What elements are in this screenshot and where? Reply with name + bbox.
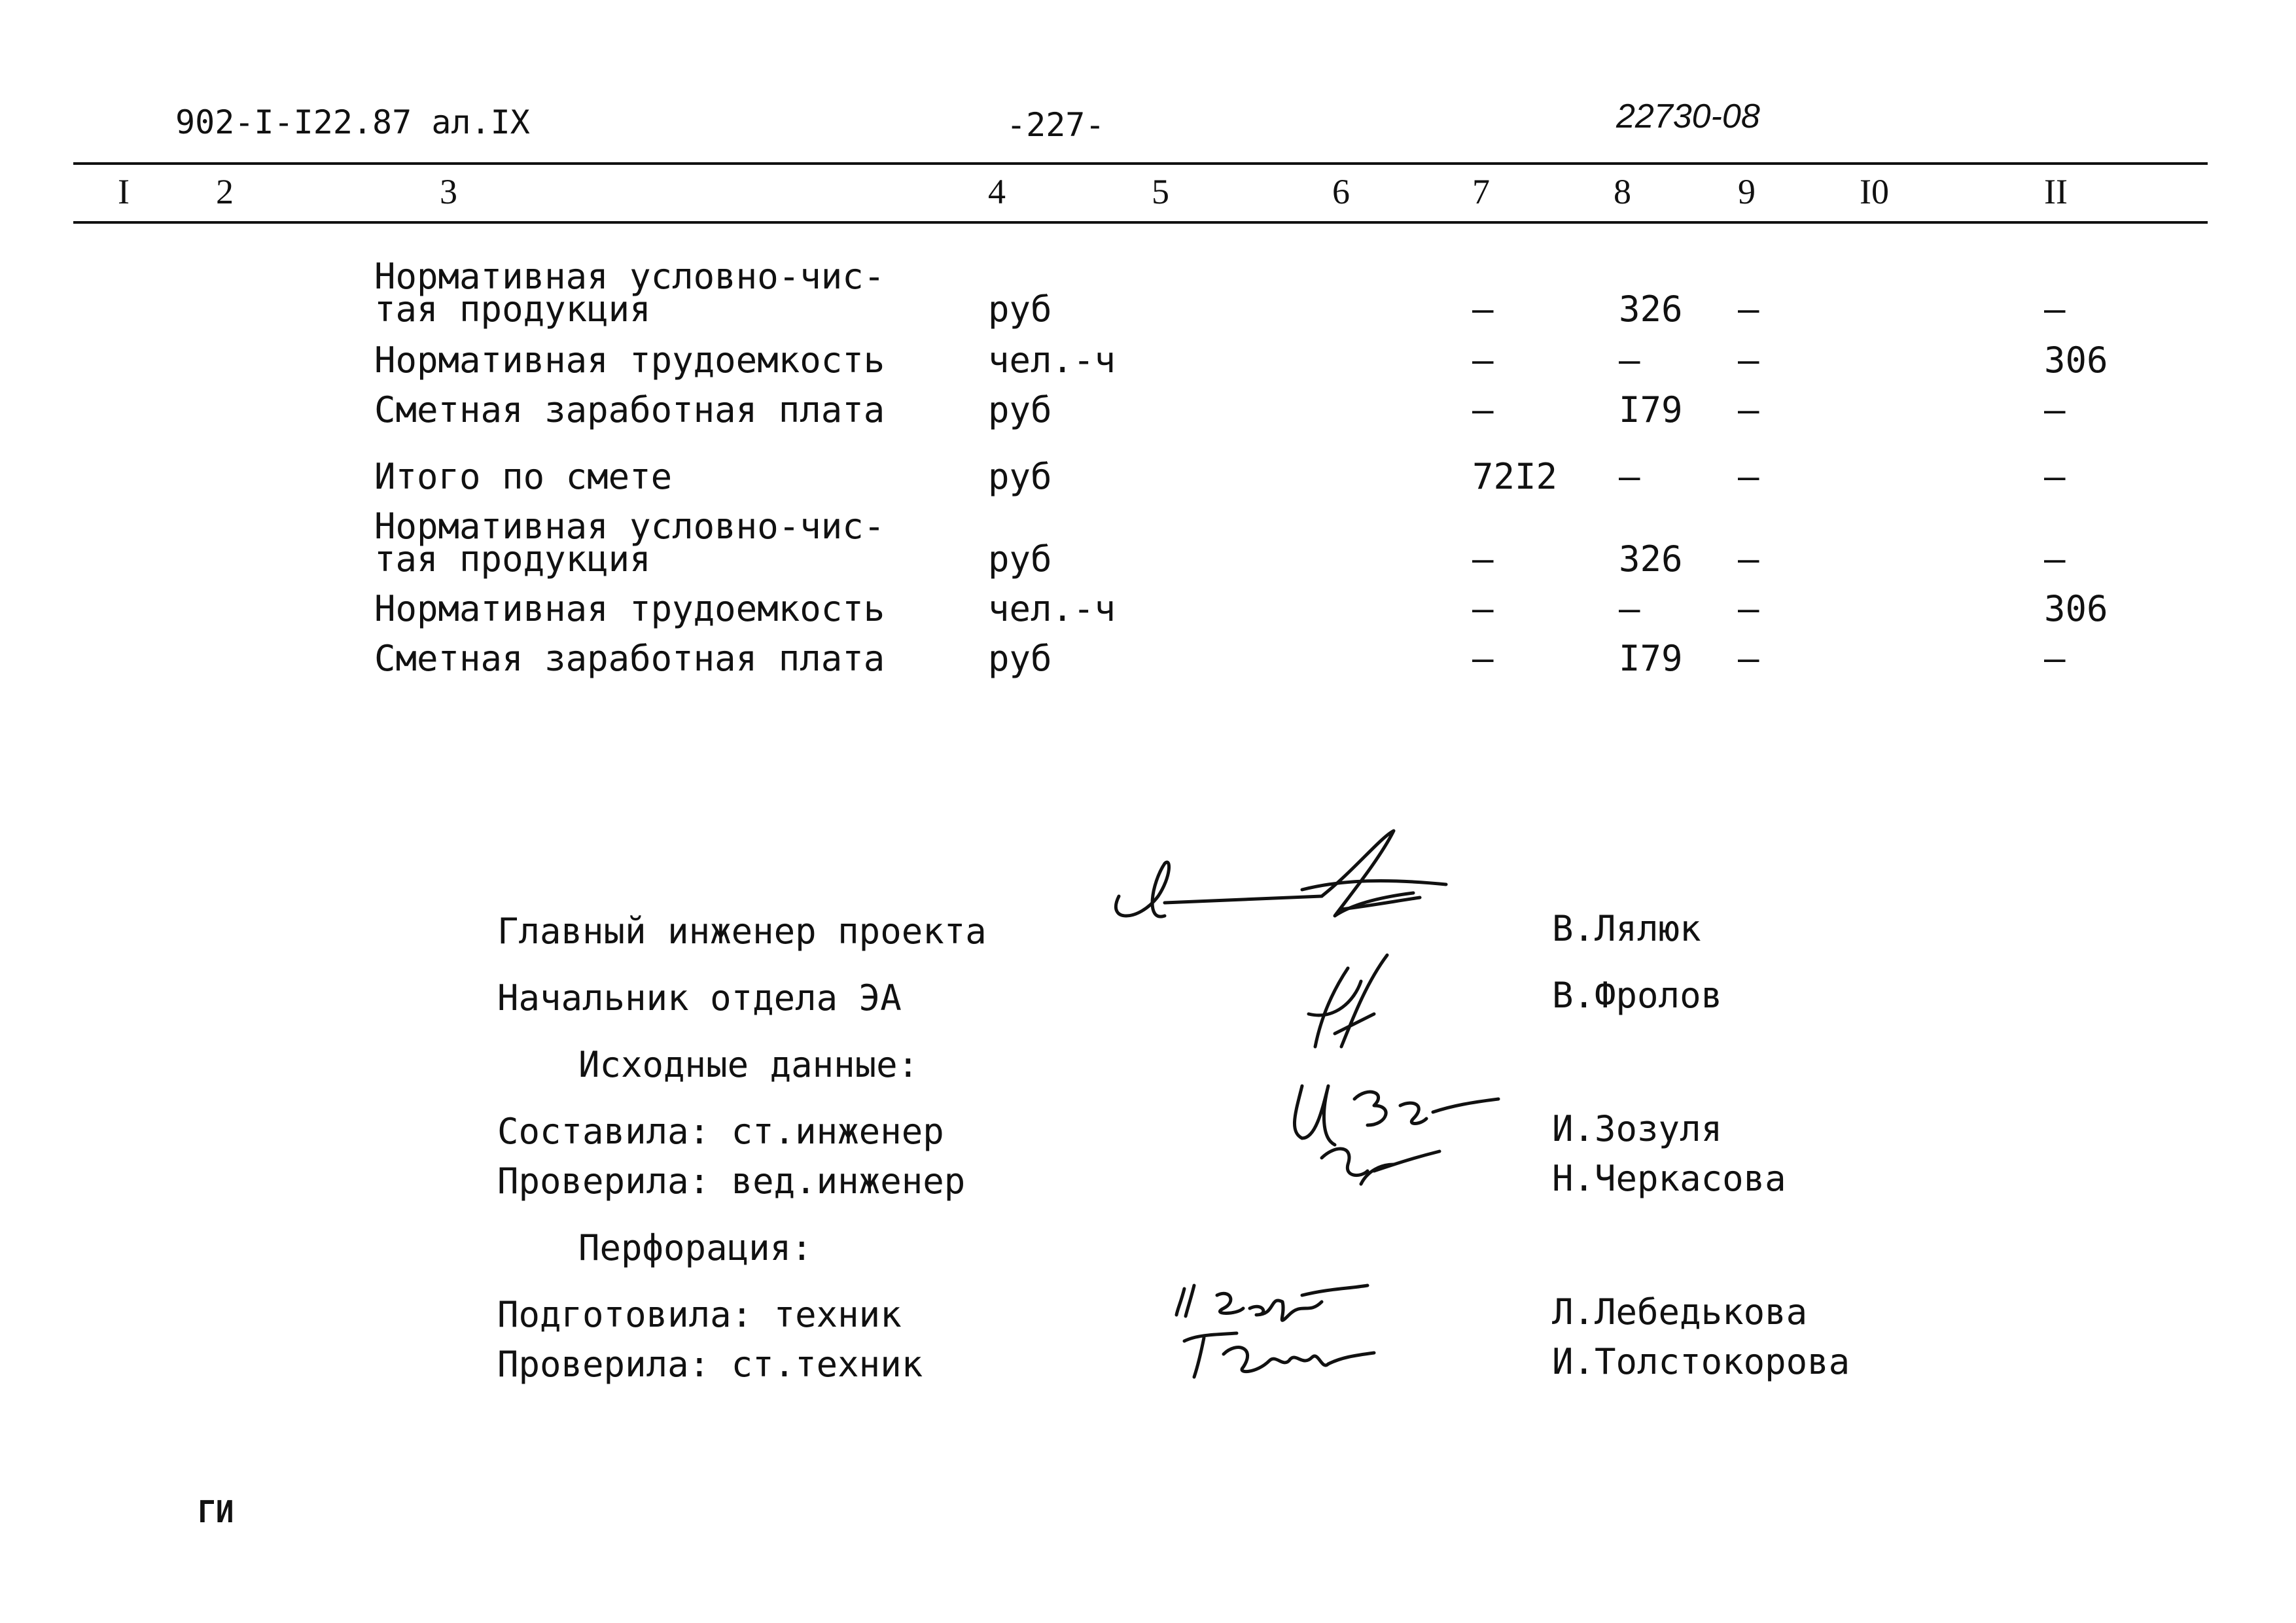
document-code: 902-I-I22.87 ал.IX xyxy=(175,103,530,141)
row-col7: – xyxy=(1472,288,1494,330)
row-unit: руб xyxy=(988,288,1052,330)
column-number: I xyxy=(118,172,130,211)
row-col7: – xyxy=(1472,389,1494,430)
row-name: Сметная заработная плата xyxy=(374,638,885,679)
row-name: Нормативная условно-чис- тая продукция xyxy=(374,506,885,580)
row-col9: – xyxy=(1738,638,1759,679)
header-rule-top xyxy=(73,162,2208,165)
row-col9: – xyxy=(1738,389,1759,430)
row-col8: 326 xyxy=(1619,288,1683,330)
row-col11: – xyxy=(2044,288,2066,330)
compiled-role: Составила: ст.инженер xyxy=(497,1111,944,1152)
row-col9: – xyxy=(1738,538,1759,580)
row-col7: – xyxy=(1472,340,1494,381)
dept-head-name: В.Фролов xyxy=(1552,975,1723,1016)
compiled-name: И.Зозуля xyxy=(1552,1108,1723,1149)
signature-dept-head xyxy=(1296,942,1413,1060)
signature-chief-engineer xyxy=(1106,824,1472,942)
column-number: 9 xyxy=(1738,172,1756,211)
dept-head-role: Начальник отдела ЭА xyxy=(497,977,902,1019)
row-col11: – xyxy=(2044,638,2066,679)
column-number: 2 xyxy=(216,172,234,211)
row-col8: 326 xyxy=(1619,538,1683,580)
column-number: I0 xyxy=(1860,172,1889,211)
signature-zozulya xyxy=(1282,1073,1505,1204)
row-col11: 306 xyxy=(2044,588,2108,629)
row-unit: руб xyxy=(988,538,1052,580)
row-unit: руб xyxy=(988,638,1052,679)
signature-lebedkova xyxy=(1171,1276,1381,1393)
row-col7: 72I2 xyxy=(1472,456,1558,497)
archive-number: 22730-08 xyxy=(1616,97,1760,135)
row-col7: – xyxy=(1472,538,1494,580)
row-name: Нормативная условно-чис- тая продукция xyxy=(374,256,885,330)
prepared-role: Подготовила: техник xyxy=(497,1294,902,1335)
source-data-heading: Исходные данные: xyxy=(578,1044,919,1085)
row-unit: чел.-ч xyxy=(988,340,1116,381)
column-number: 7 xyxy=(1472,172,1490,211)
prepared-name: Л.Лебедькова xyxy=(1552,1291,1808,1333)
row-col9: – xyxy=(1738,288,1759,330)
perforation-heading: Перфорация: xyxy=(578,1227,813,1268)
checked-role: Проверила: вед.инженер xyxy=(497,1161,966,1202)
row-col7: – xyxy=(1472,638,1494,679)
column-number: 3 xyxy=(440,172,457,211)
column-number: 5 xyxy=(1152,172,1169,211)
footer-mark: ГИ xyxy=(198,1494,234,1529)
row-name: Нормативная трудоемкость xyxy=(374,340,885,381)
row-col8: I79 xyxy=(1619,638,1683,679)
row-col8: – xyxy=(1619,588,1640,629)
column-number: 4 xyxy=(988,172,1006,211)
checked-name: Н.Черкасова xyxy=(1552,1158,1786,1199)
chief-engineer-role: Главный инженер проекта xyxy=(497,911,987,952)
row-unit: руб xyxy=(988,456,1052,497)
row-col11: 306 xyxy=(2044,340,2108,381)
row-col8: I79 xyxy=(1619,389,1683,430)
row-col9: – xyxy=(1738,340,1759,381)
row-col9: – xyxy=(1738,588,1759,629)
row-unit: чел.-ч xyxy=(988,588,1116,629)
row-col8: – xyxy=(1619,340,1640,381)
row-col11: – xyxy=(2044,456,2066,497)
row-name: Итого по смете xyxy=(374,456,673,497)
row-col7: – xyxy=(1472,588,1494,629)
chief-engineer-name: В.Лялюк xyxy=(1552,908,1701,949)
row-col9: – xyxy=(1738,456,1759,497)
column-number: II xyxy=(2044,172,2068,211)
column-number: 6 xyxy=(1332,172,1350,211)
row-col11: – xyxy=(2044,538,2066,580)
header-rule-bottom xyxy=(73,221,2208,224)
page-number: -227- xyxy=(1006,106,1105,144)
checked2-name: И.Толстокорова xyxy=(1552,1341,1850,1382)
row-unit: руб xyxy=(988,389,1052,430)
row-col8: – xyxy=(1619,456,1640,497)
row-col11: – xyxy=(2044,389,2066,430)
checked2-role: Проверила: ст.техник xyxy=(497,1344,923,1385)
column-number: 8 xyxy=(1614,172,1631,211)
row-name: Нормативная трудоемкость xyxy=(374,588,885,629)
row-name: Сметная заработная плата xyxy=(374,389,885,430)
